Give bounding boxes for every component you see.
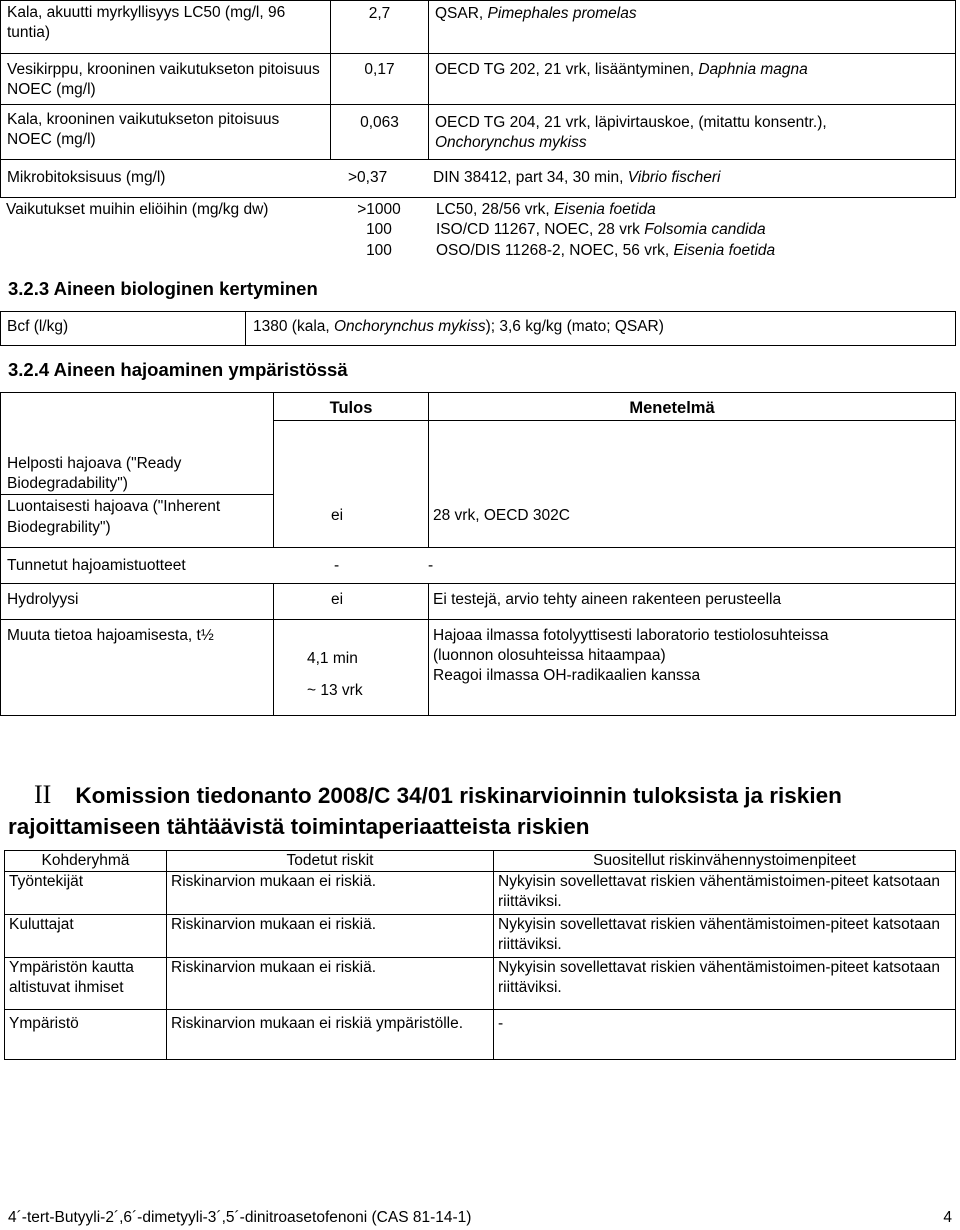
risk-finding: Riskinarvion mukaan ei riskiä.: [167, 872, 494, 915]
roman-numeral: II: [34, 780, 52, 809]
risk-finding: Riskinarvion mukaan ei riskiä.: [167, 915, 494, 958]
method-text: OSO/DIS 11268-2, NOEC, 56 vrk,: [436, 241, 674, 259]
risk-measure: Nykyisin sovellettavat riskien vähentämistoimen-piteet katsotaan riittäviksi.: [494, 958, 956, 1010]
header-menetelma: Menetelmä: [429, 393, 956, 421]
table-row: [5, 915, 956, 958]
empty-cell: [274, 421, 429, 495]
inherent-method: 28 vrk, OECD 302C: [429, 495, 956, 548]
products-method: -: [428, 557, 434, 575]
risk-group: Ympäristö: [5, 1010, 167, 1060]
other-organisms-methods: [436, 200, 956, 261]
species-name: Daphnia magna: [698, 61, 808, 78]
header-tulos: Tulos: [274, 393, 429, 421]
tox-value: 100: [366, 221, 392, 239]
risk-group: Ympäristön kautta altistuvat ihmiset: [5, 958, 167, 1010]
inherent-label: Luontaisesti hajoava ("Inherent Biodegrability"): [1, 495, 274, 548]
tox-value: >1000: [357, 201, 401, 218]
risk-measure: -: [494, 1010, 956, 1060]
method-text: ISO/CD 11267, NOEC, 28 vrk: [436, 221, 645, 239]
hydrolysis-result: ei: [274, 584, 429, 620]
other-organisms-label: Vaikutukset muihin eliöihin (mg/kg dw): [6, 201, 269, 218]
tox-value: 0,17: [331, 54, 429, 105]
method-text: LC50, 28/56 vrk,: [436, 201, 555, 218]
other-method: Hajoaa ilmassa fotolyyttisesti laboratorio testiolosuhteissa (luonnon olosuhteissa hitaampaa): [433, 627, 829, 665]
species-name: Vibrio fischeri: [627, 169, 721, 186]
method-line: [436, 220, 956, 240]
column-header: Todetut riskit: [167, 851, 494, 872]
page-number: 4: [943, 1209, 952, 1226]
table-row: [5, 1010, 956, 1060]
species-name: Eisenia foetida: [554, 201, 656, 218]
tox-value: >0,37: [348, 169, 388, 186]
species-name: Eisenia foetida: [673, 241, 776, 259]
products-result: -: [334, 557, 340, 575]
section-heading-323: 3.2.3 Aineen biologinen kertyminen: [8, 278, 318, 299]
column-header: Kohderyhmä: [5, 851, 167, 872]
other-result: 4,1 min: [307, 650, 358, 668]
table-row: [1, 1, 956, 54]
table-row: [1, 393, 956, 421]
risk-group: Kuluttajat: [5, 915, 167, 958]
tox-method: [429, 105, 956, 160]
other-methods: [429, 620, 956, 716]
other-method: Reagoi ilmassa OH-radikaalien kanssa: [433, 667, 701, 685]
products-cell: [1, 548, 956, 584]
tox-method: [429, 1, 956, 54]
tox-label: Kala, krooninen vaikutukseton pitoisuus NOEC (mg/l): [1, 105, 331, 160]
table-row: [1, 54, 956, 105]
section-heading-324: 3.2.4 Aineen hajoaminen ympäristössä: [8, 359, 348, 380]
bioaccumulation-table: [0, 311, 956, 346]
species-name: Onchorynchus mykiss: [435, 134, 587, 152]
other-organisms-values: [330, 200, 428, 261]
tox-combined-cell: [1, 160, 956, 198]
hydrolysis-method: Ei testejä, arvio tehty aineen rakenteen perusteella: [429, 584, 956, 620]
table-row: [1, 105, 956, 160]
risk-finding: Riskinarvion mukaan ei riskiä ympäristölle.: [167, 1010, 494, 1060]
bcf-label: Bcf (l/kg): [1, 312, 246, 346]
method-line: [436, 241, 956, 261]
section-heading-ii: [8, 778, 948, 841]
risk-table: [4, 850, 956, 1060]
tox-value: 100: [366, 241, 392, 259]
products-label: Tunnetut hajoamistuotteet: [7, 557, 186, 575]
method-text: OECD TG 202, 21 vrk, lisääntyminen,: [435, 61, 699, 78]
method-line: [436, 200, 956, 220]
empty-cell: [429, 421, 956, 495]
bcf-value: [246, 312, 956, 346]
inherent-result: ei: [274, 495, 429, 548]
table-row: [1, 584, 956, 620]
empty-cell: [1, 393, 274, 421]
method-text: QSAR,: [435, 5, 488, 22]
risk-measure: Nykyisin sovellettavat riskien vähentämistoimen-piteet katsotaan riittäviksi.: [494, 872, 956, 915]
tox-value: 0,063: [331, 105, 429, 160]
section-title: Komission tiedonanto 2008/C 34/01 riskinarvioinnin tuloksista ja riskien rajoittamiseen tähtäävistä toimintaperiaatteista riskien: [8, 783, 842, 839]
table-row: [1, 620, 956, 716]
ecotoxicity-table: [0, 0, 956, 198]
other-label: Muuta tietoa hajoamisesta, t½: [1, 620, 274, 716]
table-row: [5, 872, 956, 915]
table-row: [1, 421, 956, 495]
bcf-text: 1380 (kala,: [253, 318, 334, 335]
species-name: Onchorynchus mykiss: [334, 318, 486, 335]
table-row: [1, 495, 956, 548]
table-row: [1, 160, 956, 198]
table-row: [1, 312, 956, 346]
tox-label: Mikrobitoksisuus (mg/l): [7, 169, 166, 186]
tox-method: [429, 54, 956, 105]
table-row: [1, 548, 956, 584]
table-row: [5, 958, 956, 1010]
footer-substance: 4´-tert-Butyyli-2´,6´-dimetyyli-3´,5´-dinitroasetofenoni (CAS 81-14-1): [8, 1209, 472, 1226]
column-header: Suositellut riskinvähennystoimenpiteet: [494, 851, 956, 872]
species-name: Pimephales promelas: [487, 5, 637, 22]
table-header-row: [5, 851, 956, 872]
risk-finding: Riskinarvion mukaan ei riskiä.: [167, 958, 494, 1010]
bcf-text: ); 3,6 kg/kg (mato; QSAR): [485, 318, 664, 335]
ready-label: Helposti hajoava ("Ready Biodegradability"): [1, 421, 274, 495]
tox-label: Vesikirppu, krooninen vaikutukseton pitoisuus NOEC (mg/l): [1, 54, 331, 105]
other-result: ~ 13 vrk: [307, 682, 363, 700]
method-text: DIN 38412, part 34, 30 min,: [433, 169, 628, 186]
tox-label: Kala, akuutti myrkyllisyys LC50 (mg/l, 96 tuntia): [1, 1, 331, 54]
method-text: OECD TG 204, 21 vrk, läpivirtauskoe, (mitattu konsentr.),: [435, 114, 827, 131]
hydrolysis-label: Hydrolyysi: [1, 584, 274, 620]
species-name: Folsomia candida: [644, 221, 766, 239]
degradation-table: [0, 392, 956, 716]
risk-measure: Nykyisin sovellettavat riskien vähentämistoimen-piteet katsotaan riittäviksi.: [494, 915, 956, 958]
page-footer: [8, 1208, 958, 1228]
tox-value: 2,7: [331, 1, 429, 54]
other-results: [274, 620, 429, 716]
risk-group: Työntekijät: [5, 872, 167, 915]
